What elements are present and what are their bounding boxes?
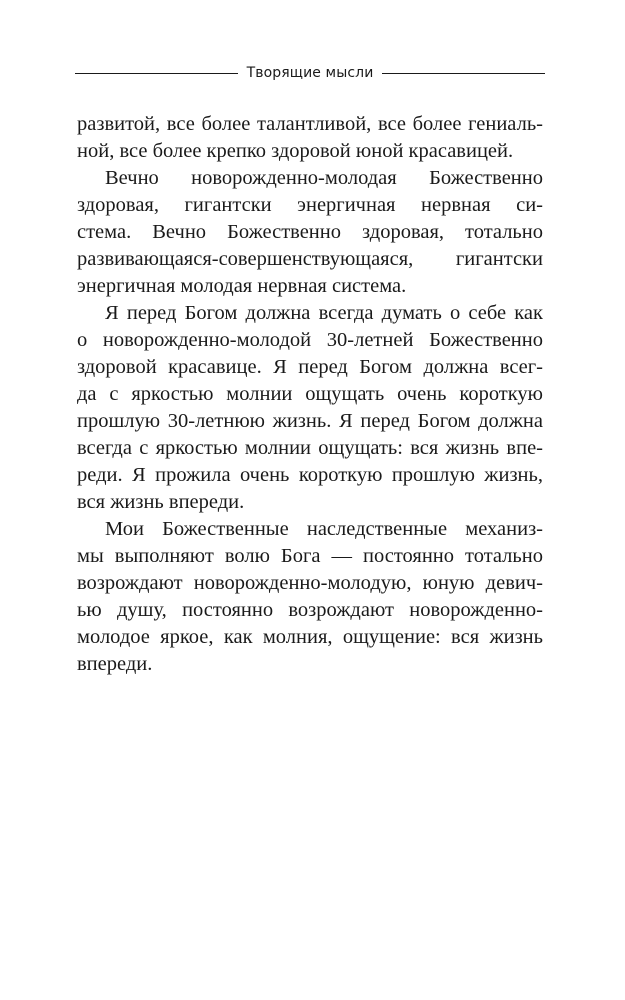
text-line: энергичная молодая нервная система.: [77, 275, 407, 297]
text-line: всегда с яркостью молнии ощущать: вся жизнь впе-: [77, 437, 543, 459]
text-line: развивающаяся-совершенствующаяся, гигантски: [77, 248, 543, 270]
paragraph: [77, 516, 543, 678]
text-line: Я перед Богом должна всегда думать о себе как: [105, 302, 543, 324]
text-line: здоровая, гигантски энергичная нервная си-: [77, 194, 543, 216]
text-line: Мои Божественные наследственные механиз-: [105, 518, 543, 540]
text-line: стема. Вечно Божественно здоровая, тотально: [77, 221, 543, 243]
text-line: впереди.: [77, 653, 153, 675]
body-text: [77, 111, 543, 678]
paragraph: [77, 165, 543, 300]
text-line: возрождают новорожденно-молодую, юную девич-: [77, 572, 543, 594]
paragraph: [77, 300, 543, 516]
text-line: Вечно новорожденно-молодая Божественно: [105, 167, 543, 189]
text-line: вся жизнь впереди.: [77, 491, 245, 513]
text-line: о новорожденно-молодой 30-летней Божественно: [77, 329, 543, 351]
header-rule-right: [382, 73, 545, 74]
header-rule-left: [75, 73, 238, 74]
running-header: [75, 63, 545, 83]
text-line: да с яркостью молнии ощущать очень короткую: [77, 383, 543, 405]
text-line: ной, все более крепко здоровой юной красавицей.: [77, 140, 514, 162]
text-line: реди. Я прожила очень короткую прошлую жизнь,: [77, 464, 543, 486]
text-line: ью душу, постоянно возрождают новорожденно-: [77, 599, 543, 621]
text-line: молодое яркое, как молния, ощущение: вся жизнь: [77, 626, 543, 648]
text-line: здоровой красавице. Я перед Богом должна всег-: [77, 356, 543, 378]
paragraph: [77, 111, 543, 165]
text-line: мы выполняют волю Бога — постоянно тотально: [77, 545, 543, 567]
text-line: прошлую 30-летнюю жизнь. Я перед Богом должна: [77, 410, 543, 432]
running-title: Творящие мысли: [246, 65, 374, 81]
text-line: развитой, все более талантливой, все более гениаль-: [77, 113, 543, 135]
